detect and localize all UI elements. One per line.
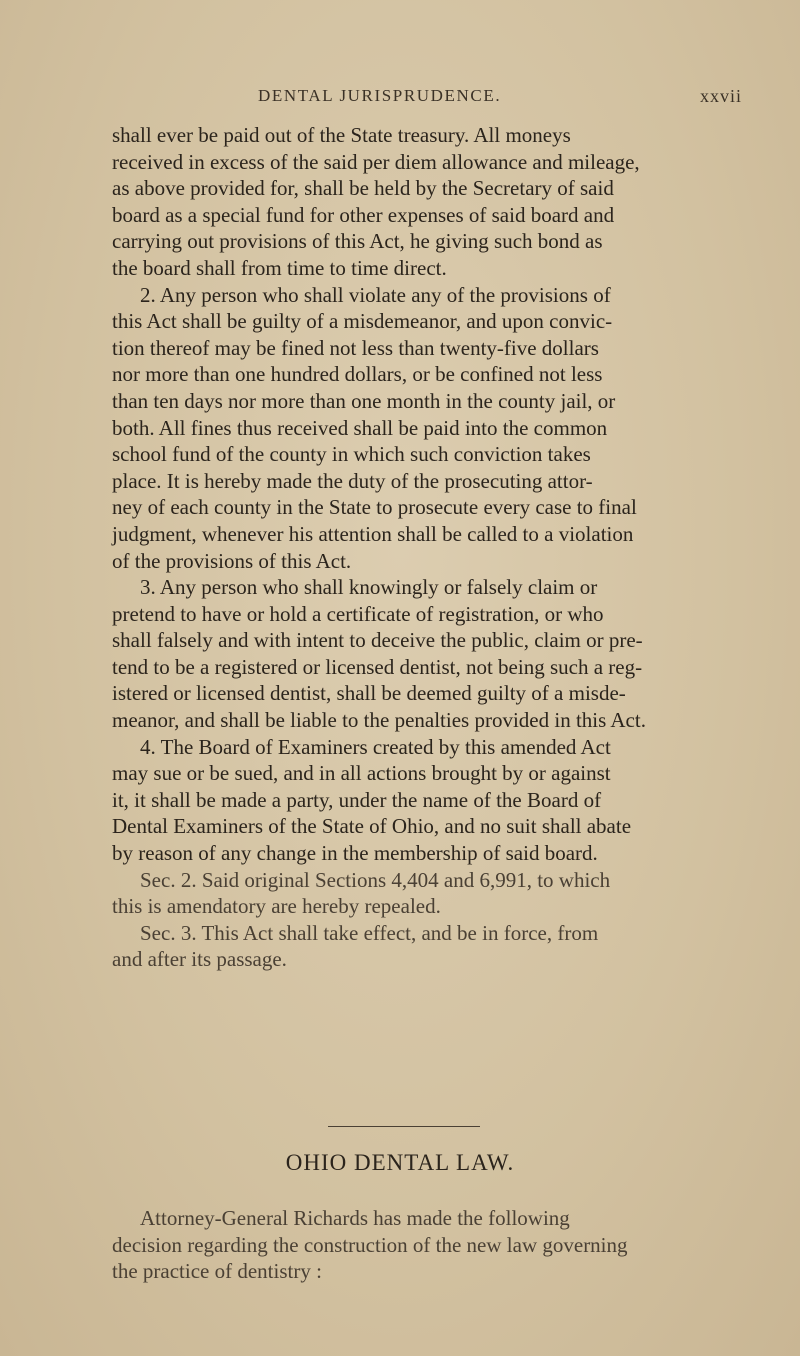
text-line: than ten days nor more than one month in the county jail, or — [112, 388, 616, 413]
section-intro — [112, 1205, 772, 1285]
text-line: shall falsely and with intent to deceive the public, claim or pre- — [112, 628, 643, 653]
paragraph-3-start: 3. Any person who shall knowingly or falsely claim or — [140, 575, 598, 600]
text-line: it, it shall be made a party, under the name of the Board of — [112, 787, 602, 812]
text-line: carrying out provisions of this Act, he giving such bond as — [112, 229, 603, 254]
statute-text — [112, 122, 764, 973]
section-3-start: Sec. 3. This Act shall take effect, and be in force, from — [140, 920, 599, 945]
text-line: as above provided for, shall be held by the Secretary of said — [112, 176, 614, 201]
section-divider — [328, 1126, 480, 1127]
text-line: judgment, whenever his attention shall be called to a violation — [112, 521, 634, 546]
text-line: of the provisions of this Act. — [112, 548, 352, 573]
text-line: istered or licensed dentist, shall be deemed guilty of a misde- — [112, 681, 626, 706]
text-line: shall ever be paid out of the State treasury. All moneys — [112, 123, 571, 147]
text-line: tend to be a registered or licensed dentist, not being such a reg- — [112, 654, 643, 679]
text-line: the board shall from time to time direct. — [112, 255, 447, 280]
text-line: pretend to have or hold a certificate of registration, or who — [112, 601, 604, 626]
section-heading: OHIO DENTAL LAW. — [285, 1150, 515, 1175]
text-line: board as a special fund for other expenses of said board and — [112, 202, 615, 227]
text-line: received in excess of the said per diem allowance and mileage, — [112, 149, 640, 174]
section-2-start: Sec. 2. Said original Sections 4,404 and 6,991, to which — [140, 867, 611, 892]
intro-line: the practice of dentistry : — [112, 1259, 322, 1284]
text-line: nor more than one hundred dollars, or be confined not less — [112, 362, 603, 387]
text-line: this is amendatory are hereby repealed. — [112, 894, 441, 919]
page-number: xxvii — [700, 86, 743, 106]
text-line: meanor, and shall be liable to the penalties provided in this Act. — [112, 708, 646, 733]
text-line: this Act shall be guilty of a misdemeanor, and upon convic- — [112, 309, 613, 334]
text-line: may sue or be sued, and in all actions brought by or against — [112, 761, 611, 786]
text-line: Dental Examiners of the State of Ohio, and no suit shall abate — [112, 814, 632, 839]
paragraph-4-start: 4. The Board of Examiners created by this amended Act — [140, 734, 611, 759]
text-line: by reason of any change in the membership of said board. — [112, 841, 598, 866]
text-line: place. It is hereby made the duty of the prosecuting attor- — [112, 468, 593, 493]
text-line: tion thereof may be fined not less than twenty-five dollars — [112, 335, 599, 360]
text-line: ney of each county in the State to prosecute every case to final — [112, 495, 637, 520]
text-line: and after its passage. — [112, 947, 287, 972]
intro-line: decision regarding the construction of the new law governing — [112, 1232, 628, 1257]
text-line: both. All fines thus received shall be paid into the common — [112, 415, 608, 440]
running-title: DENTAL JURISPRUDENCE. — [258, 86, 502, 105]
paragraph-2-start: 2. Any person who shall violate any of the provisions of — [140, 282, 611, 307]
running-head — [0, 86, 800, 110]
intro-line: Attorney-General Richards has made the following — [140, 1206, 570, 1230]
text-line: school fund of the county in which such conviction takes — [112, 442, 591, 467]
